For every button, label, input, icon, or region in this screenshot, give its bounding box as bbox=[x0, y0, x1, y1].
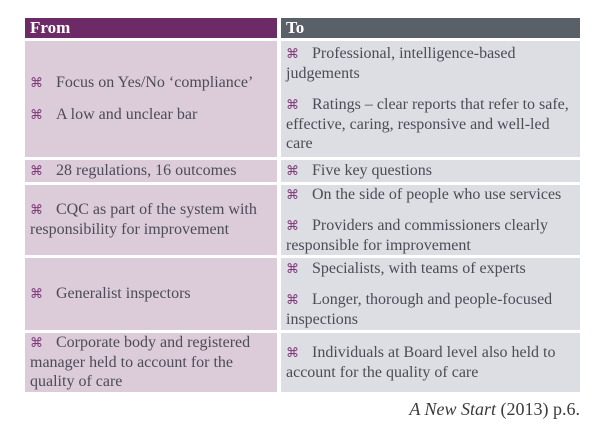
cell-to bbox=[281, 160, 580, 182]
bullet-item bbox=[30, 200, 271, 239]
item-text: CQC as part of the system with responsibility for improvement bbox=[30, 201, 257, 238]
command-bullet-icon: ⌘ bbox=[286, 97, 299, 113]
item-text: Five key questions bbox=[312, 162, 432, 180]
item-text: Individuals at Board level also held to account for the quality of care bbox=[286, 343, 556, 381]
command-bullet-icon: ⌘ bbox=[30, 163, 43, 179]
item-text: Specialists, with teams of experts bbox=[312, 259, 526, 277]
command-bullet-icon: ⌘ bbox=[30, 286, 43, 302]
item-text: Longer, thorough and people-focused inspections bbox=[286, 291, 553, 328]
citation bbox=[409, 399, 580, 420]
bullet-item bbox=[30, 73, 271, 93]
cell-to bbox=[281, 258, 580, 330]
command-bullet-icon: ⌘ bbox=[286, 46, 299, 62]
comparison-table bbox=[25, 18, 580, 395]
table-row bbox=[25, 185, 580, 255]
command-bullet-icon: ⌘ bbox=[30, 335, 43, 351]
cell-from bbox=[25, 160, 277, 182]
bullet-item bbox=[286, 44, 574, 83]
item-text: 28 regulations, 16 outcomes bbox=[56, 162, 237, 180]
table-rows bbox=[25, 41, 580, 392]
table-row bbox=[25, 41, 580, 157]
bullet-item bbox=[30, 161, 271, 181]
cell-to bbox=[281, 41, 580, 157]
item-text: Focus on Yes/No ‘compliance’ bbox=[56, 74, 254, 92]
cell-to bbox=[281, 333, 580, 392]
command-bullet-icon: ⌘ bbox=[286, 344, 299, 360]
bullet-item bbox=[286, 95, 574, 154]
item-text: A low and unclear bar bbox=[56, 106, 198, 123]
item-text: Ratings – clear reports that refer to safe, effective, caring, responsive and well-led care bbox=[286, 96, 569, 153]
command-bullet-icon: ⌘ bbox=[286, 218, 299, 234]
cell-to bbox=[281, 185, 580, 255]
bullet-item bbox=[286, 161, 574, 181]
bullet-item bbox=[30, 105, 271, 125]
item-text: On the side of people who use services bbox=[312, 185, 562, 203]
header-from: From bbox=[25, 18, 277, 38]
bullet-item bbox=[286, 343, 574, 382]
command-bullet-icon: ⌘ bbox=[286, 163, 299, 179]
citation-title: A New Start bbox=[409, 399, 496, 419]
item-text: Professional, intelligence-based judgements bbox=[286, 45, 516, 82]
bullet-item bbox=[30, 284, 271, 304]
cell-from bbox=[25, 185, 277, 255]
table-row bbox=[25, 160, 580, 182]
cell-from bbox=[25, 258, 277, 330]
table-row bbox=[25, 258, 580, 330]
command-bullet-icon: ⌘ bbox=[286, 260, 299, 276]
bullet-item bbox=[286, 185, 574, 204]
command-bullet-icon: ⌘ bbox=[286, 292, 299, 308]
item-text: Providers and commissioners clearly responsible for improvement bbox=[286, 217, 548, 254]
item-text: Corporate body and registered manager held to account for the quality of care bbox=[30, 334, 251, 391]
command-bullet-icon: ⌘ bbox=[30, 75, 43, 91]
bullet-item bbox=[286, 290, 574, 329]
bullet-item bbox=[30, 333, 271, 392]
cell-from bbox=[25, 41, 277, 157]
command-bullet-icon: ⌘ bbox=[30, 107, 43, 122]
table-header-row bbox=[25, 18, 580, 38]
command-bullet-icon: ⌘ bbox=[30, 202, 43, 218]
cell-from bbox=[25, 333, 277, 392]
command-bullet-icon: ⌘ bbox=[286, 186, 299, 202]
item-text: Generalist inspectors bbox=[56, 285, 191, 303]
table-row bbox=[25, 333, 580, 392]
bullet-item bbox=[286, 259, 574, 279]
bullet-item bbox=[286, 216, 574, 255]
header-to: To bbox=[281, 18, 580, 38]
citation-rest: (2013) p.6. bbox=[496, 399, 580, 419]
